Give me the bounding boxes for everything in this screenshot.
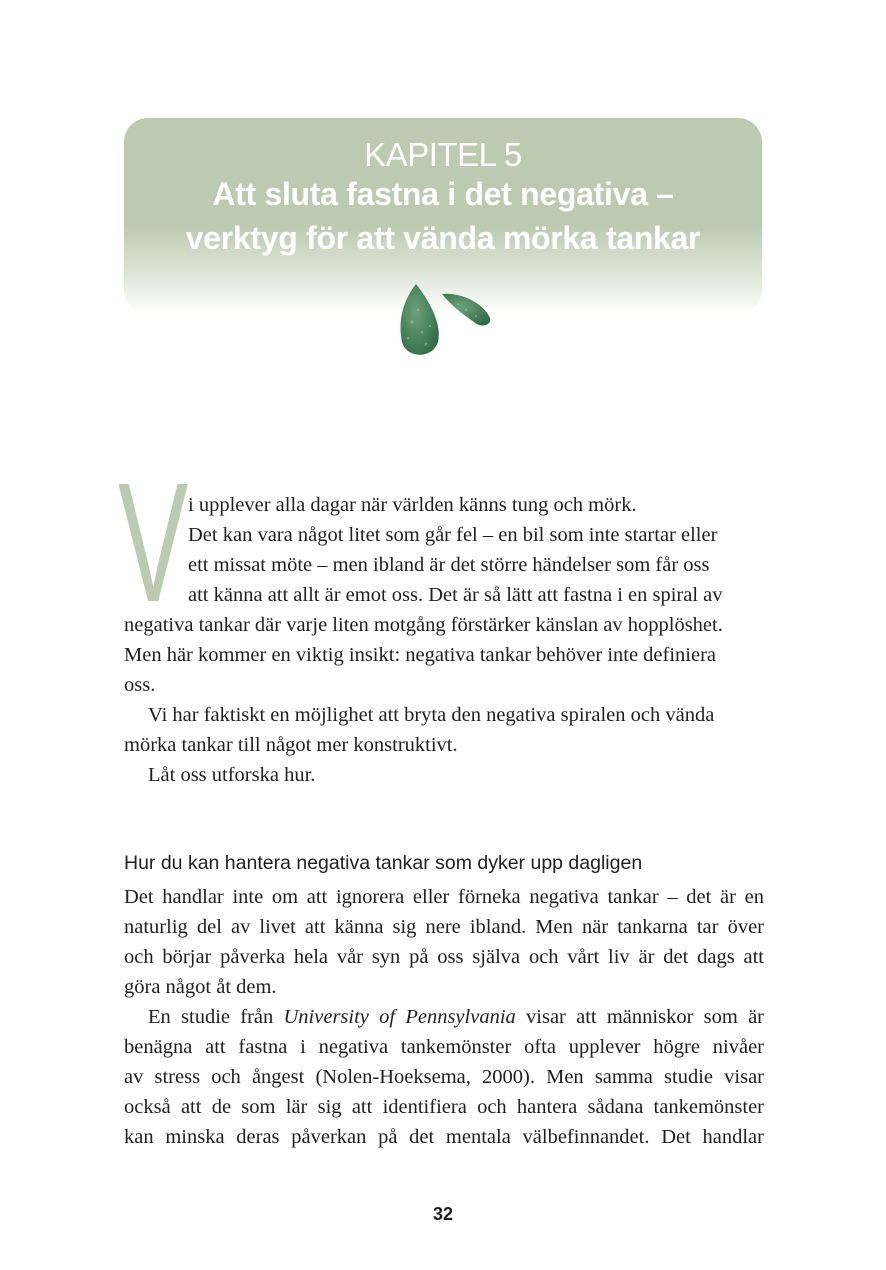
intro-line: oss. [124, 674, 156, 696]
intro-line: mörka tankar till något mer konstruktivt. [124, 734, 458, 756]
body-line: kan minska deras påverkan på det mentala välbefinnandet. Det handlar [124, 1126, 764, 1148]
intro-text [124, 490, 764, 790]
intro-line: ett missat möte – men ibland är det större händelser som får oss [188, 554, 710, 576]
body-text: En studie från [148, 1006, 284, 1028]
body-line: också att de som lär sig att identifiera och hantera sådana tankemönster [124, 1096, 764, 1118]
intro-line: Men här kommer en viktig insikt: negativa tankar behöver inte definiera [124, 644, 717, 666]
intro-line: Vi har faktiskt en möjlighet att bryta den negativa spiralen och vända [148, 704, 715, 726]
chapter-title [124, 172, 762, 260]
body-line [124, 1002, 764, 1032]
body-line: och börjar påverka hela vår syn på oss själva och vårt liv är det dags att [124, 946, 764, 968]
intro-line: att känna att allt är emot oss. Det är så lätt att fastna i en spiral av [188, 584, 723, 606]
section-heading: Hur du kan hantera negativa tankar som dyker upp dagligen [124, 852, 643, 874]
drop-cap: V [118, 448, 189, 638]
body-line: av stress och ångest (Nolen-Hoeksema, 2000). Men samma studie visar [124, 1066, 764, 1088]
body-line: göra något åt dem. [124, 976, 277, 998]
intro-line: Det kan vara något litet som går fel – en bil som inte startar eller [188, 524, 718, 546]
body-line: Det handlar inte om att ignorera eller förneka negativa tankar – det är en [124, 886, 764, 908]
intro-line: i upplever alla dagar när världen känns tung och mörk. [188, 494, 637, 516]
body-text: visar att människor som är [515, 1006, 765, 1028]
body-line: benägna att fastna i negativa tankemönster ofta upplever högre nivåer [124, 1036, 764, 1058]
university-name: University of Pennsylvania [283, 1006, 516, 1028]
intro-line: Låt oss utforska hur. [148, 764, 316, 786]
intro-line: negativa tankar där varje liten motgång förstärker känslan av hopplöshet. [124, 614, 723, 636]
section-body [124, 882, 764, 1152]
chapter-label: KAPITEL 5 [364, 136, 522, 173]
body-line: naturlig del av livet att känna sig nere ibland. Men när tankarna tar över [124, 916, 764, 938]
leaves-icon [396, 282, 496, 362]
leaf-large-icon [401, 284, 439, 355]
chapter-title-line-2: verktyg för att vända mörka tankar [185, 220, 701, 256]
page-number: 32 [432, 1204, 454, 1224]
chapter-title-line-1: Att sluta fastna i det negativa – [212, 176, 674, 212]
